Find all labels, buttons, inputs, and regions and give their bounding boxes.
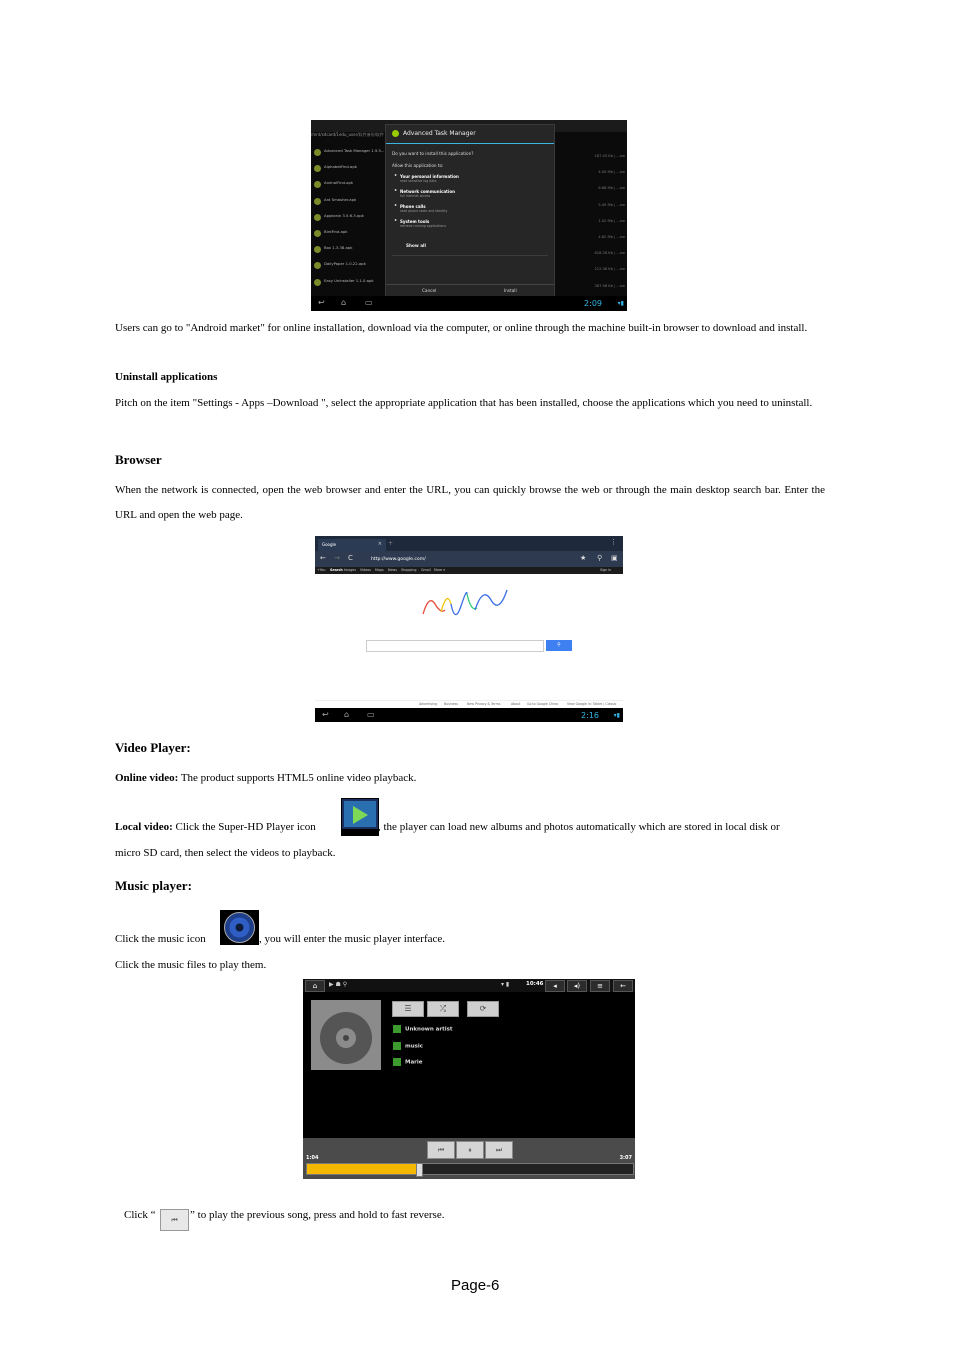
playback-bar — [303, 1138, 635, 1179]
cancel-button[interactable]: Cancel — [422, 288, 437, 293]
list-item[interactable]: AnimalFind.apk — [311, 176, 391, 192]
album-icon — [393, 1042, 401, 1050]
page-footer — [315, 700, 623, 708]
list-item[interactable]: Appbrain 3.5.6.3.apk — [311, 209, 391, 225]
browser-toolbar — [315, 551, 623, 567]
installer-screenshot — [311, 120, 627, 311]
list-item[interactable]: Advanced Task Manager 1.9.5... — [311, 144, 391, 160]
install-button[interactable]: Install — [504, 288, 517, 293]
uninstall-paragraph: Pitch on the item "Settings - Apps –Download ", select the appropriate application that has been installed, choose the applications which you need to uninstall. — [115, 397, 813, 409]
music-line: Click the music icon — [115, 933, 206, 945]
list-item[interactable]: Ant Smasher.apk — [311, 193, 391, 209]
local-video-line: Local video: Click the Super-HD Player icon — [115, 821, 316, 833]
market-paragraph: Users can go to "Android market" for online installation, download via the computer, or online through the machine built-in browser to download and install. — [115, 322, 808, 334]
home-icon[interactable]: ⌂ — [341, 298, 347, 307]
music-files-line: Click the music files to play them. — [115, 959, 267, 971]
gbar-link[interactable]: Videos — [360, 568, 371, 572]
browser-tab[interactable]: Google × — [318, 539, 386, 551]
apk-file-list — [311, 144, 391, 290]
uninstall-heading: Uninstall applications — [115, 371, 218, 383]
notification-icons: ▶ ☗ ⚲ — [329, 981, 348, 988]
list-item[interactable]: Box 1.3.38.apk — [311, 241, 391, 257]
browser-screenshot — [315, 536, 623, 722]
music-line-cont: , you will enter the music player interface. — [259, 933, 446, 945]
allow-label: Allow this application to: — [392, 163, 444, 168]
repeat-button[interactable]: ⟳ — [467, 1001, 499, 1017]
google-bar — [315, 567, 623, 574]
music-app-icon — [220, 910, 259, 945]
local-video-line-cont: , the player can load new albums and photos automatically which are stored in local disk or — [378, 821, 780, 833]
back-icon[interactable]: ↩ — [318, 298, 325, 307]
wifi-battery-icon: ▾▮ — [613, 712, 620, 719]
android-icon — [314, 246, 321, 253]
bookmarks-icon[interactable]: ▣ — [611, 554, 618, 562]
android-icon — [314, 165, 321, 172]
list-item[interactable]: AlphabetFind.apk — [311, 160, 391, 176]
home-icon[interactable]: ⌂ — [344, 710, 350, 719]
super-hd-player-icon — [341, 798, 379, 836]
system-nav-bar — [311, 296, 627, 311]
shuffle-button[interactable]: ⤮ — [427, 1001, 459, 1017]
divider — [386, 143, 554, 144]
permission-item: • Your personal information read sensitive log data — [400, 174, 459, 183]
file-size-column: 187.43 Kb | ...nw 4.00 Mb | ...nw 6.68 Mb | ...nw 5.49 Mb | ...nw 1.02 Mb | ...nw 4.82 Mb | ...nw 628.28 Kb | ...nw 212.38 Kb | ...nw 387.98 Kb | ...nw — [594, 154, 625, 288]
search-button[interactable]: ⚲ — [546, 640, 572, 651]
wifi-battery-icon: ▾ ▮ — [501, 981, 510, 988]
music-heading: Music player: — [115, 878, 192, 893]
album-label: music — [393, 1042, 423, 1050]
star-icon[interactable]: ★ — [580, 554, 587, 562]
sign-in-link[interactable]: Sign in — [600, 568, 612, 572]
artist-icon — [393, 1025, 401, 1033]
clock: 2:16 — [581, 711, 599, 720]
video-heading: Video Player: — [115, 740, 191, 755]
wifi-battery-icon: ▾▮ — [617, 300, 624, 307]
prev-instruction: Click “ — [124, 1209, 156, 1221]
pause-button[interactable]: ⏸ — [456, 1141, 484, 1159]
prev-instruction-cont: ” to play the previous song, press and hold to fast reverse. — [190, 1209, 445, 1221]
gbar-link[interactable]: Maps — [375, 568, 384, 572]
recent-apps-icon[interactable]: ▭ — [365, 298, 373, 307]
divider — [392, 255, 548, 256]
footer-link[interactable]: Business — [444, 702, 459, 706]
online-video-line: Online video: The product supports HTML5 online video playback. — [115, 772, 417, 784]
dialog-title: Advanced Task Manager — [392, 130, 476, 137]
list-item[interactable]: BirdFind.apk — [311, 225, 391, 241]
forward-arrow-icon[interactable]: → — [334, 554, 340, 562]
seek-bar[interactable] — [306, 1163, 634, 1175]
new-tab-icon[interactable]: + — [388, 540, 394, 547]
permission-item: • Phone calls read phone state and identity — [400, 204, 447, 213]
track-icon — [393, 1058, 401, 1066]
gbar-link[interactable]: More ▾ — [434, 568, 445, 572]
artist-label: Unknown artist — [393, 1025, 453, 1033]
menu-icon[interactable]: ⋮ — [610, 538, 617, 546]
previous-button[interactable]: ⏮ — [427, 1141, 455, 1159]
back-arrow-icon[interactable]: ← — [613, 980, 633, 992]
next-button[interactable]: ⏭ — [485, 1141, 513, 1159]
google-doodle — [421, 584, 517, 624]
permission-item: • Network communication full Internet access — [400, 189, 455, 198]
back-icon[interactable]: ↩ — [322, 710, 329, 719]
reload-icon[interactable]: C — [348, 554, 353, 562]
volume-up-icon[interactable]: ◂) — [567, 980, 587, 992]
android-icon — [314, 214, 321, 221]
system-nav-bar — [315, 708, 623, 722]
music-player-screenshot — [303, 979, 635, 1179]
footer-link[interactable]: New Privacy & Terms — [467, 702, 501, 706]
file-path: /mnt/sdcard/1edu_user/软件备份/软件 — [311, 132, 384, 137]
gbar-link[interactable]: +You — [317, 568, 326, 572]
gbar-link[interactable]: Shopping — [401, 568, 417, 572]
page-number: Page-6 — [451, 1277, 500, 1294]
volume-down-icon[interactable]: ◂ — [545, 980, 565, 992]
recent-apps-icon[interactable]: ▭ — [367, 710, 375, 719]
search-icon[interactable]: ⚲ — [597, 554, 603, 562]
android-icon — [392, 130, 399, 137]
search-input[interactable] — [366, 640, 544, 652]
menu-icon[interactable]: ≡ — [590, 980, 610, 992]
track-label: Marie — [393, 1058, 423, 1066]
android-icon — [314, 198, 321, 205]
browser-paragraph: When the network is connected, open the web browser and enter the URL, you can quickly browse the web or through the main desktop search bar. Enter the URL and open the web page. — [115, 484, 825, 521]
seek-handle[interactable] — [416, 1163, 423, 1177]
permission-item: • System tools retrieve running applications — [400, 219, 446, 228]
home-icon[interactable]: ⌂ — [305, 980, 325, 992]
clock: 2:09 — [584, 299, 602, 308]
status-bar — [303, 979, 635, 992]
android-icon — [314, 149, 321, 156]
footer-link[interactable]: View Google in: Tablet | Classic — [567, 702, 617, 706]
list-item[interactable]: DailyPaper 1.0.22.apk — [311, 257, 391, 273]
previous-button-icon: ⏮ — [160, 1209, 189, 1231]
seek-progress — [307, 1164, 418, 1174]
close-icon: × — [377, 541, 382, 547]
gbar-link[interactable]: Gmail — [421, 568, 431, 572]
android-icon — [314, 181, 321, 188]
album-art — [311, 1000, 381, 1070]
local-video-line-2: micro SD card, then select the videos to playback. — [115, 847, 336, 859]
show-all-link[interactable]: Show all — [406, 243, 426, 248]
browser-heading: Browser — [115, 452, 162, 467]
footer-link[interactable]: Go to Google China — [527, 702, 559, 706]
back-arrow-icon[interactable]: ← — [320, 554, 326, 562]
url-bar[interactable]: http://www.google.com/ — [371, 557, 426, 562]
tab-strip — [315, 536, 623, 551]
clock: 10:46 — [526, 981, 544, 987]
gbar-link[interactable]: Search — [330, 568, 343, 572]
android-icon — [314, 230, 321, 237]
playlist-button[interactable]: ☰ — [392, 1001, 424, 1017]
install-dialog — [385, 124, 555, 298]
footer-link[interactable]: About — [511, 702, 521, 706]
install-question: Do you want to install this application? — [392, 151, 474, 156]
elapsed-time: 1:04 — [306, 1155, 319, 1161]
duration: 3:07 — [619, 1155, 632, 1161]
footer-link[interactable]: Advertising — [419, 702, 438, 706]
list-item[interactable]: Easy Uninstaller 1.1.0.apk — [311, 274, 391, 290]
gbar-link[interactable]: News — [388, 568, 397, 572]
gbar-link[interactable]: Images — [344, 568, 357, 572]
android-icon — [314, 262, 321, 269]
android-icon — [314, 279, 321, 286]
